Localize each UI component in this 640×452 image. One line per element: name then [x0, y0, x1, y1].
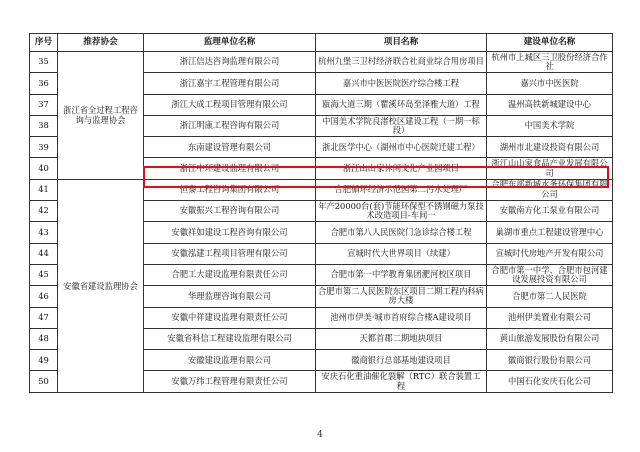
cell-serial-no: 44 [30, 243, 58, 264]
header-project: 项目名称 [316, 34, 487, 52]
cell-project: 安庆石化重油催化裂解（RTC）联合装置工程 [316, 371, 487, 392]
cell-association: 浙江省全过程工程咨询与监理协会 [58, 52, 144, 180]
cell-supervisor: 安徽万纬工程管理有限责任公司 [144, 371, 316, 392]
cell-supervisor: 浙江中环建设监理有限公司 [144, 158, 316, 179]
cell-serial-no: 45 [30, 264, 58, 285]
cell-owner: 合肥市第一中学、合肥市包河建设发展投资有限公司 [487, 264, 613, 285]
cell-owner: 安徽南方化工泵业有限公司 [487, 201, 613, 222]
cell-owner: 巢湖市重点工程建设管理中心 [487, 222, 613, 243]
cell-supervisor: 安徽泓建工程项目管理有限公司 [144, 243, 316, 264]
cell-project: 浙北医学中心（湖州市中心医院迁建工程） [316, 137, 487, 158]
cell-serial-no: 42 [30, 201, 58, 222]
cell-owner: 池州伊美置业有限公司 [487, 307, 613, 328]
cell-serial-no: 47 [30, 307, 58, 328]
cell-project: 浙江山山家休闲文化产业园项目 [316, 158, 487, 179]
header-association: 推荐协会 [58, 34, 144, 52]
cell-serial-no: 35 [30, 52, 58, 73]
cell-owner: 中国美术学院 [487, 115, 613, 136]
cell-supervisor: 浙江信达咨询监理有限公司 [144, 52, 316, 73]
header-supervisor: 监理单位名称 [144, 34, 316, 52]
cell-serial-no: 49 [30, 350, 58, 371]
cell-supervisor: 安徽振兴工程咨询有限公司 [144, 201, 316, 222]
cell-project: 瓯海大道三期（瞿溪环岛至泽雅大道）工程 [316, 94, 487, 115]
cell-owner: 湖州市北建设投资有限公司 [487, 137, 613, 158]
cell-project: 合肥循环经济示范园第二污水处理厂 [316, 179, 487, 200]
cell-serial-no: 50 [30, 371, 58, 392]
cell-project: 天都首郡二期地块项目 [316, 328, 487, 349]
cell-supervisor: 安徽省科信工程建设监理有限公司 [144, 328, 316, 349]
cell-supervisor: 东南建设管理有限公司 [144, 137, 316, 158]
cell-owner: 合肥东部新城水务环保集团有限公司 [487, 179, 613, 200]
cell-association: 安徽省建设监理协会 [58, 179, 144, 392]
cell-owner: 合肥市第二人民医院 [487, 286, 613, 307]
cell-supervisor: 浙江大成工程项目管理有限公司 [144, 94, 316, 115]
cell-serial-no: 46 [30, 286, 58, 307]
cell-project: 年产20000台(套)节能环保型不锈钢磁力泵技术改造项目-车间一 [316, 201, 487, 222]
cell-project: 中国美术学院良渚校区建设工程（一期一标段） [316, 115, 487, 136]
cell-supervisor: 安徽建设监理有限公司 [144, 350, 316, 371]
cell-project: 池州市伊美·城市首府综合楼A建设项目 [316, 307, 487, 328]
page-number: 4 [317, 430, 323, 440]
cell-owner: 徽商银行股份有限公司 [487, 350, 613, 371]
cell-project: 合肥市第八人民医院门急诊综合楼工程 [316, 222, 487, 243]
cell-owner: 宣城时代房地产开发有限公司 [487, 243, 613, 264]
cell-supervisor: 恒泰工程咨询集团有限公司 [144, 179, 316, 200]
cell-supervisor: 华理监理咨询有限公司 [144, 286, 316, 307]
header-serial-no: 序号 [30, 34, 58, 52]
cell-serial-no: 38 [30, 115, 58, 136]
table-body [30, 52, 613, 393]
cell-supervisor: 合肥工大建设监理有限责任公司 [144, 264, 316, 285]
cell-serial-no: 36 [30, 73, 58, 94]
cell-serial-no: 39 [30, 137, 58, 158]
supervision-project-table [29, 33, 613, 393]
table-row [30, 52, 613, 73]
cell-serial-no: 48 [30, 328, 58, 349]
cell-project: 杭州九堡三卫村经济联合社商业综合用房项目 [316, 52, 487, 73]
cell-supervisor: 浙江明康工程咨询有限公司 [144, 115, 316, 136]
cell-owner: 杭州市上城区三卫股份经济合作社 [487, 52, 613, 73]
cell-project: 嘉兴市中医医院医疗综合楼工程 [316, 73, 487, 94]
cell-owner: 黄山旅游发展股份有限公司 [487, 328, 613, 349]
cell-project: 徽商银行总部基地建设项目 [316, 350, 487, 371]
header-owner: 建设单位名称 [487, 34, 613, 52]
cell-supervisor: 浙江嘉宇工程管理有限公司 [144, 73, 316, 94]
cell-project: 合肥市第一中学教育集团淝河校区项目 [316, 264, 487, 285]
cell-serial-no: 40 [30, 158, 58, 179]
cell-serial-no: 41 [30, 179, 58, 200]
cell-supervisor: 安徽祥如建设工程咨询有限公司 [144, 222, 316, 243]
cell-owner: 浙江山山家食品产业发展有限公司 [487, 158, 613, 179]
cell-owner: 温州高铁新城建设中心 [487, 94, 613, 115]
table-row [30, 179, 613, 200]
cell-project: 宣城时代大世界项目（续建） [316, 243, 487, 264]
cell-owner: 嘉兴市中医医院 [487, 73, 613, 94]
cell-supervisor: 安徽中祥建设监理有限责任公司 [144, 307, 316, 328]
cell-project: 合肥市第二人民医院东区项目二期工程内科病房大楼 [316, 286, 487, 307]
table-header-row [30, 34, 613, 52]
cell-serial-no: 43 [30, 222, 58, 243]
cell-serial-no: 37 [30, 94, 58, 115]
cell-owner: 中国石化安庆石化公司 [487, 371, 613, 392]
